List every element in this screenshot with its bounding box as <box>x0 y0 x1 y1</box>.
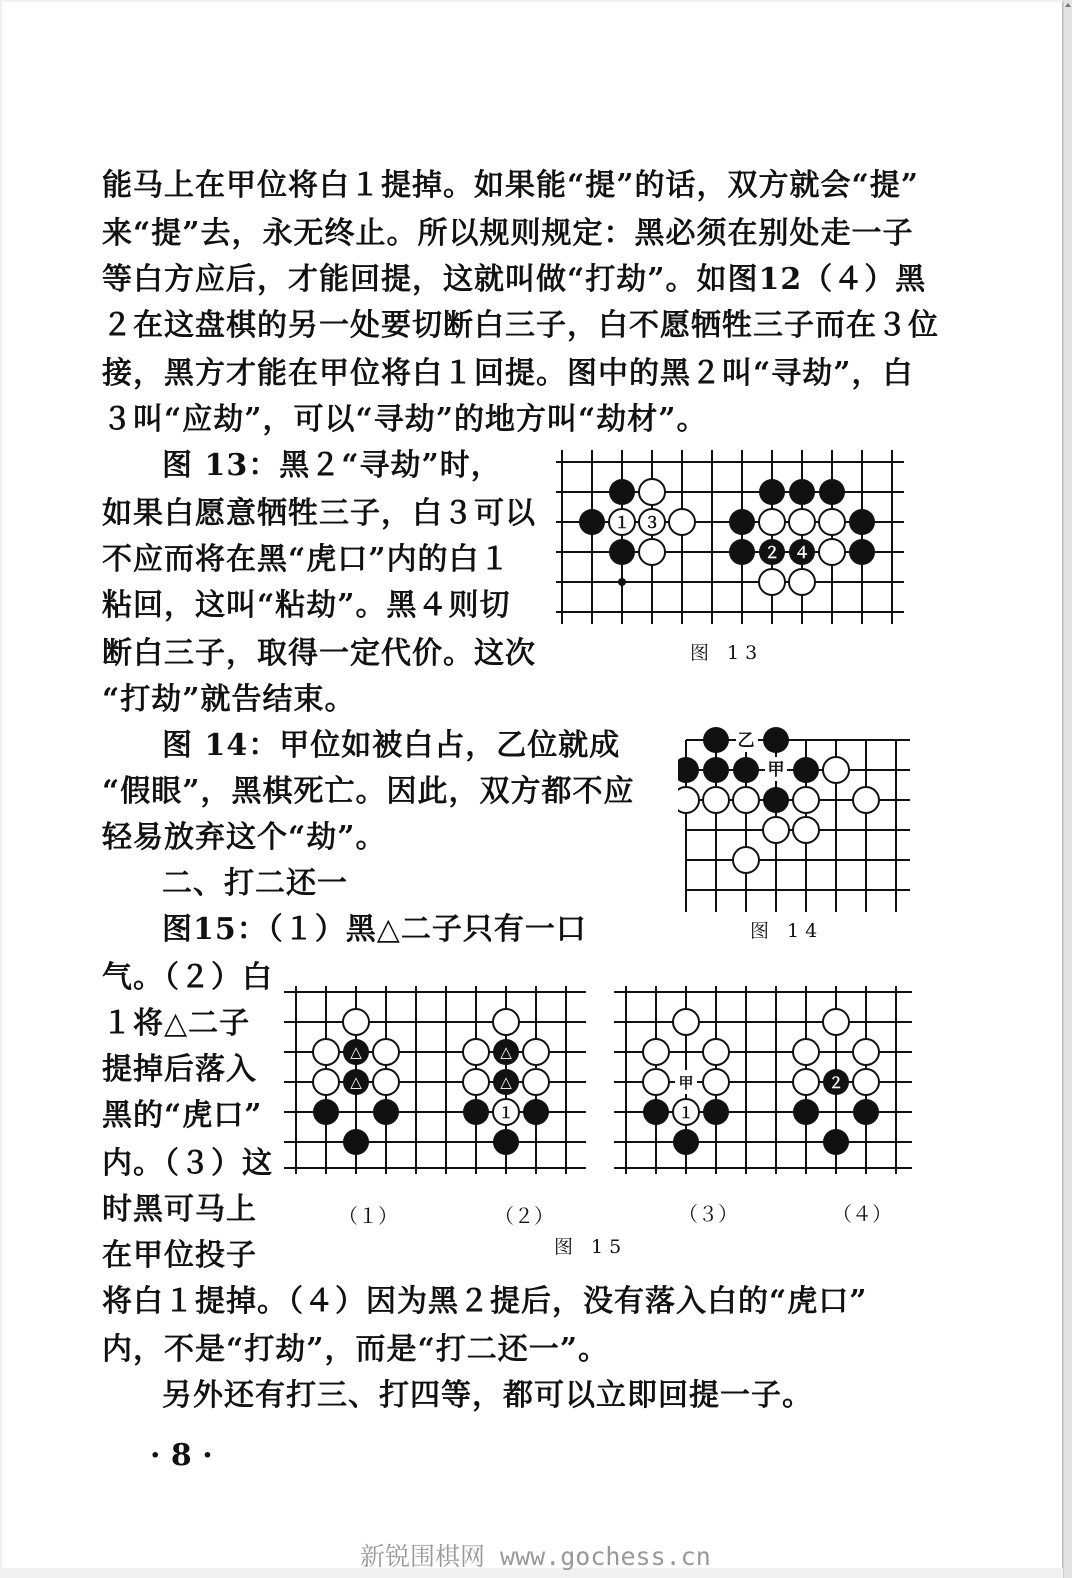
black-stone <box>789 479 815 505</box>
white-stone <box>643 1069 669 1095</box>
white-stone <box>373 1039 399 1065</box>
stone-number: １ <box>498 1104 514 1122</box>
figure-caption: 图 14 <box>750 920 824 942</box>
book-page <box>2 2 1063 1571</box>
text-line: 内，不是“打劫”，而是“打二还一”。 <box>102 1332 610 1367</box>
fig15-board <box>280 986 914 1176</box>
black-stone <box>313 1099 339 1125</box>
go-diagram-fig13 <box>546 448 910 664</box>
point-marker: 甲 <box>678 1074 694 1092</box>
black-stone <box>763 787 789 813</box>
fig14-heading: 图 14：甲位如被白占，乙位就成 <box>162 728 621 763</box>
fig13-heading: 图 13：黑２“寻劫”时， <box>162 448 502 483</box>
text-line: 在甲位投子 <box>102 1238 257 1273</box>
black-stone <box>793 757 819 783</box>
black-stone <box>579 509 605 535</box>
sub-label: （３） <box>678 1202 738 1226</box>
black-stone <box>609 539 635 565</box>
black-stone <box>733 757 759 783</box>
point-marker: 乙 <box>737 731 755 751</box>
text-line: 能马上在甲位将白１提掉。如果能“提”的话，双方就会“提” <box>102 168 920 203</box>
text-line: “打劫”就告结束。 <box>102 682 356 717</box>
vertical-scrollbar[interactable] <box>1063 0 1072 1578</box>
white-stone <box>313 1039 339 1065</box>
white-stone <box>823 1009 849 1035</box>
white-stone <box>733 847 759 873</box>
white-stone <box>819 509 845 535</box>
black-stone <box>853 1099 879 1125</box>
text-line: 黑的“虎口” <box>102 1098 263 1133</box>
stone-number: １ <box>678 1104 694 1122</box>
fig15-heading: 图15：（１）黑△二子只有一口 <box>162 912 587 947</box>
black-stone <box>523 1099 549 1125</box>
stone-number: ３ <box>643 513 661 532</box>
text-line: 轻易放弃这个“劫”。 <box>102 820 387 855</box>
white-stone <box>793 1039 819 1065</box>
white-stone <box>819 539 845 565</box>
white-stone <box>669 509 695 535</box>
text-line: １将△二子 <box>102 1006 251 1041</box>
black-stone <box>793 1099 819 1125</box>
white-stone <box>703 1039 729 1065</box>
white-stone <box>673 1009 699 1035</box>
fig14-board <box>678 726 914 918</box>
black-stone <box>849 539 875 565</box>
white-stone <box>763 817 789 843</box>
triangle-marker: △ <box>350 1043 362 1061</box>
black-stone <box>849 509 875 535</box>
triangle-marker: △ <box>500 1073 512 1091</box>
fig13-board <box>546 448 910 628</box>
star-point <box>618 578 626 586</box>
white-stone <box>759 509 785 535</box>
sub-label: （１） <box>338 1204 398 1228</box>
black-stone <box>678 757 699 783</box>
white-stone <box>373 1069 399 1095</box>
black-stone <box>703 757 729 783</box>
text-line: ２在这盘棋的另一处要切断白三子，白不愿牺牲三子而在３位 <box>102 308 939 343</box>
black-stone <box>703 727 729 753</box>
white-stone <box>759 569 785 595</box>
white-stone <box>313 1069 339 1095</box>
black-stone <box>759 479 785 505</box>
white-stone <box>463 1039 489 1065</box>
black-stone <box>703 1099 729 1125</box>
white-stone <box>793 787 819 813</box>
figure-caption: 图 15 <box>554 1236 628 1258</box>
triangle-marker: △ <box>350 1073 362 1091</box>
stone-number: １ <box>613 513 631 532</box>
white-stone <box>793 1069 819 1095</box>
section-heading: 二、打二还一 <box>162 866 348 901</box>
text-line: 不应而将在黑“虎口”内的白１ <box>102 542 511 577</box>
go-diagram-fig15 <box>280 986 914 1258</box>
figure-caption: 图 13 <box>690 642 764 664</box>
black-stone <box>643 1099 669 1125</box>
text-line: 时黑可马上 <box>102 1192 257 1227</box>
white-stone <box>853 1069 879 1095</box>
black-stone <box>493 1129 519 1155</box>
text-line: 接，黑方才能在甲位将白１回提。图中的黑２叫“寻劫”，白 <box>102 356 914 391</box>
go-diagram-fig14 <box>678 726 914 942</box>
text-line: 来“提”去，永无终止。所以规则规定：黑必须在别处走一子 <box>102 216 914 251</box>
text-line: 将白１提掉。（４）因为黑２提后，没有落入白的“虎口” <box>102 1284 868 1319</box>
watermark: 新锐围棋网 www.gochess.cn <box>360 1542 711 1571</box>
stone-number: ２ <box>763 543 781 562</box>
stone-number: ４ <box>793 543 811 562</box>
page-number: · 8 · <box>150 1438 213 1473</box>
white-stone <box>493 1009 519 1035</box>
black-stone <box>823 1129 849 1155</box>
text-line: 如果白愿意牺牲三子，白３可以 <box>102 496 536 531</box>
white-stone <box>823 757 849 783</box>
white-stone <box>853 787 879 813</box>
black-stone <box>373 1099 399 1125</box>
text-line: 内。（３）这 <box>102 1146 273 1181</box>
black-stone <box>609 479 635 505</box>
black-stone <box>673 1129 699 1155</box>
black-stone <box>729 509 755 535</box>
text-line: 提掉后落入 <box>102 1052 257 1087</box>
white-stone <box>853 1039 879 1065</box>
text-line: 等白方应后，才能回提，这就叫做“打劫”。如图12（４）黑 <box>102 262 927 297</box>
white-stone <box>733 787 759 813</box>
white-stone <box>793 817 819 843</box>
white-stone <box>789 509 815 535</box>
triangle-marker: △ <box>500 1043 512 1061</box>
white-stone <box>703 787 729 813</box>
black-stone <box>763 727 789 753</box>
stone-number: ２ <box>828 1074 844 1092</box>
white-stone <box>639 479 665 505</box>
text-line: 断白三子，取得一定代价。这次 <box>102 636 536 671</box>
black-stone <box>343 1129 369 1155</box>
black-stone <box>463 1099 489 1125</box>
text-line: 另外还有打三、打四等，都可以立即回提一子。 <box>162 1378 813 1413</box>
white-stone <box>463 1069 489 1095</box>
white-stone <box>523 1039 549 1065</box>
black-stone <box>729 539 755 565</box>
white-stone <box>523 1069 549 1095</box>
white-stone <box>643 1039 669 1065</box>
white-stone <box>789 569 815 595</box>
sub-label: （４） <box>832 1202 892 1226</box>
white-stone <box>703 1069 729 1095</box>
black-stone <box>819 479 845 505</box>
sub-label: （２） <box>494 1204 554 1228</box>
text-line: “假眼”，黑棋死亡。因此，双方都不应 <box>102 774 635 809</box>
point-marker: 甲 <box>767 760 785 780</box>
text-line: 气。（２）白 <box>102 960 273 995</box>
white-stone <box>678 787 699 813</box>
text-line: ３叫“应劫”，可以“寻劫”的地方叫“劫材”。 <box>102 402 708 437</box>
white-stone <box>343 1009 369 1035</box>
white-stone <box>639 539 665 565</box>
scroll-up-arrow-icon[interactable] <box>1064 0 1072 10</box>
text-line: 粘回，这叫“粘劫”。黑４则切 <box>102 588 511 623</box>
